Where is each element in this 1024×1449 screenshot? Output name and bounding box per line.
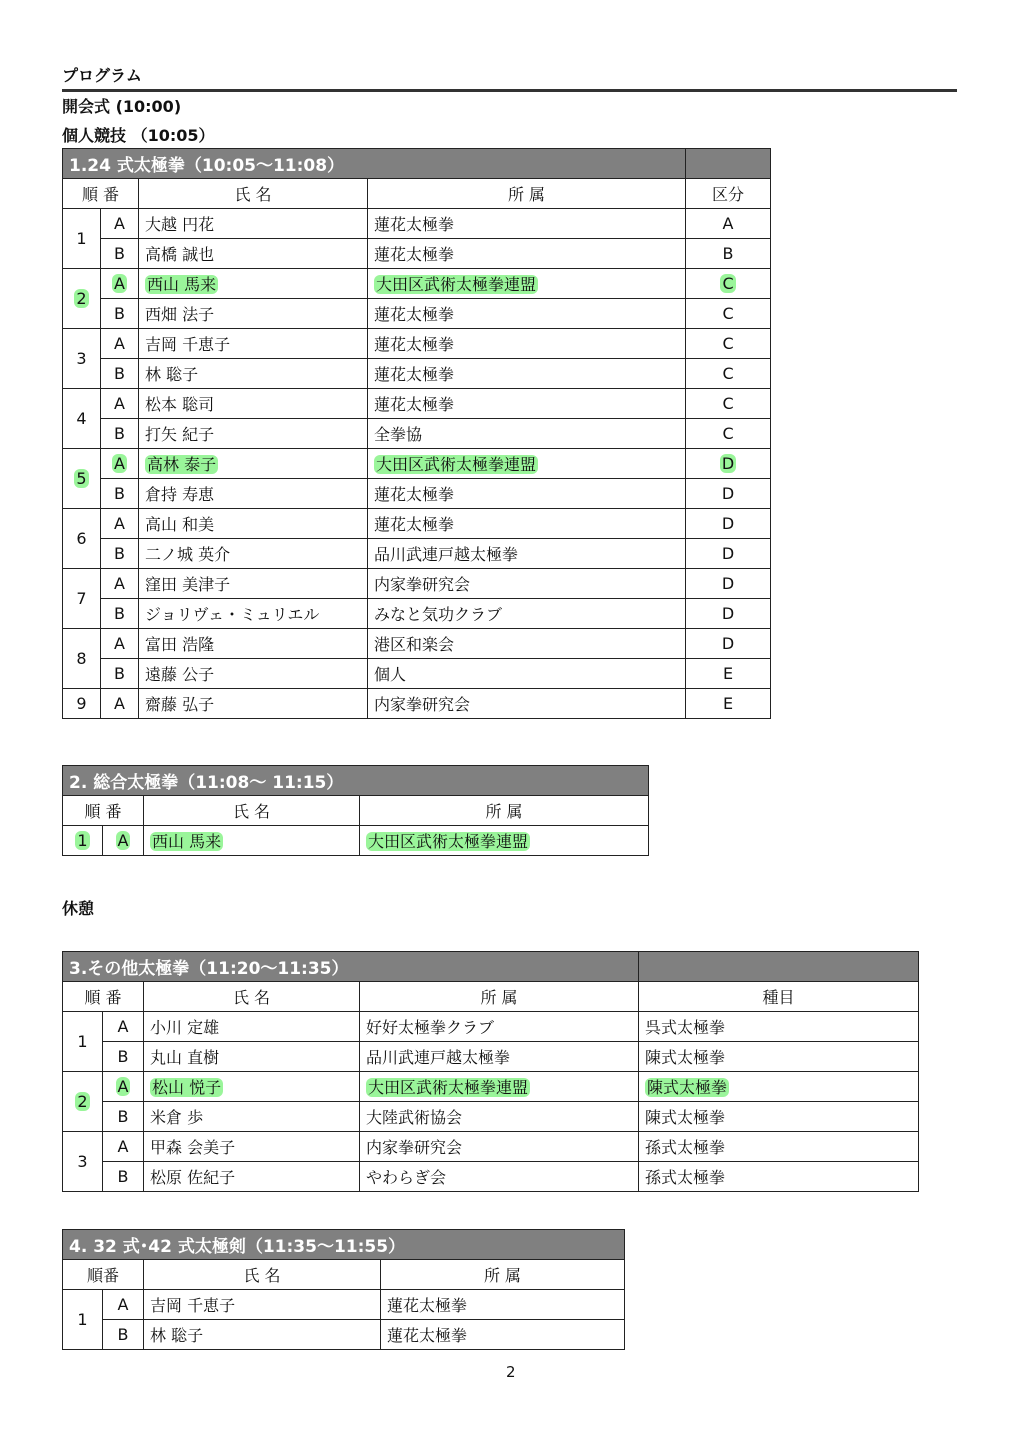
table-other-taiji xyxy=(62,951,919,1192)
position xyxy=(101,539,139,569)
position-text: A xyxy=(114,634,125,653)
competitor-name xyxy=(139,359,368,389)
column-header: 所 属 xyxy=(368,179,686,209)
column-header: 順 番 xyxy=(63,982,144,1012)
category-text: D xyxy=(721,514,735,533)
position-text: A xyxy=(114,694,125,713)
category xyxy=(686,269,771,299)
position-text: B xyxy=(114,484,125,503)
category-text: E xyxy=(722,664,734,683)
affiliation xyxy=(360,1102,639,1132)
category xyxy=(686,209,771,239)
table-row xyxy=(63,389,771,419)
category xyxy=(639,1102,919,1132)
table-row xyxy=(63,359,771,389)
position xyxy=(101,209,139,239)
break-label: 休憩 xyxy=(62,899,95,918)
position xyxy=(101,359,139,389)
position-text: A xyxy=(114,334,125,353)
affiliation xyxy=(381,1290,625,1320)
column-header: 所 属 xyxy=(360,796,649,826)
position xyxy=(103,1102,144,1132)
competitor-name xyxy=(144,1102,360,1132)
affiliation xyxy=(360,826,649,856)
order-number-text: 2 xyxy=(77,1092,88,1111)
individual-events-heading: 個人競技 （10:05） xyxy=(62,126,215,145)
table-title: 1.24 式太極拳（10:05～11:08） xyxy=(63,149,686,179)
category-text: 陳式太極拳 xyxy=(647,1078,728,1097)
category xyxy=(686,359,771,389)
table-title: 3.その他太極拳（11:20～11:35） xyxy=(63,952,639,982)
affiliation-text: 蓮花太極拳 xyxy=(374,485,455,504)
category-text: D xyxy=(721,574,735,593)
position-text: B xyxy=(114,664,125,683)
table-row xyxy=(63,1102,919,1132)
position xyxy=(103,1072,144,1102)
category xyxy=(686,509,771,539)
position xyxy=(101,569,139,599)
table-row xyxy=(63,689,771,719)
competitor-name-text: 米倉 歩 xyxy=(150,1108,204,1127)
table-row xyxy=(63,269,771,299)
competitor-name-text: 松本 聡司 xyxy=(145,395,215,414)
category xyxy=(686,479,771,509)
table-row xyxy=(63,1162,919,1192)
table-row xyxy=(63,539,771,569)
affiliation xyxy=(368,359,686,389)
table-header-row xyxy=(63,796,649,826)
table-row xyxy=(63,509,771,539)
affiliation xyxy=(368,689,686,719)
category-text: B xyxy=(722,244,734,263)
competitor-name-text: 林 聡子 xyxy=(145,365,199,384)
order-number-text: 3 xyxy=(77,1152,88,1171)
affiliation xyxy=(381,1320,625,1350)
affiliation xyxy=(368,389,686,419)
competitor-name-text: 丸山 直樹 xyxy=(150,1048,220,1067)
column-header: 種目 xyxy=(639,982,919,1012)
position xyxy=(101,389,139,419)
order-number-text: 7 xyxy=(76,589,87,608)
order-number xyxy=(63,269,101,329)
category xyxy=(639,1132,919,1162)
affiliation xyxy=(368,659,686,689)
category xyxy=(686,419,771,449)
category xyxy=(639,1042,919,1072)
affiliation xyxy=(368,329,686,359)
affiliation-text: 内家拳研究会 xyxy=(366,1138,463,1157)
table-row xyxy=(63,629,771,659)
position-text: A xyxy=(114,274,125,293)
competitor-name xyxy=(139,689,368,719)
heading-divider xyxy=(62,89,957,92)
table-combined-taiji xyxy=(62,765,649,856)
table-title-empty-cell xyxy=(639,952,919,982)
competitor-name xyxy=(139,449,368,479)
position-text: A xyxy=(117,1017,129,1036)
table-row xyxy=(63,826,649,856)
order-number-text: 2 xyxy=(76,289,87,308)
page-number: 2 xyxy=(506,1363,516,1381)
category-text: 陳式太極拳 xyxy=(645,1048,726,1067)
position-text: A xyxy=(114,574,125,593)
order-number xyxy=(63,209,101,269)
order-number-text: 5 xyxy=(76,469,87,488)
category-text: C xyxy=(722,364,734,383)
category-text: D xyxy=(721,544,735,563)
category-text: D xyxy=(721,634,735,653)
table-title: 4. 32 式･42 式太極剣（11:35～11:55） xyxy=(63,1230,625,1260)
column-header: 所 属 xyxy=(360,982,639,1012)
affiliation-text: 大陸武術協会 xyxy=(366,1108,463,1127)
column-header: 氏 名 xyxy=(144,796,360,826)
competitor-name-text: 甲森 会美子 xyxy=(150,1138,236,1157)
competitor-name xyxy=(144,826,360,856)
order-number-text: 1 xyxy=(77,831,88,850)
order-number-text: 9 xyxy=(76,694,87,713)
competitor-name-text: 吉岡 千恵子 xyxy=(145,335,231,354)
category-text: C xyxy=(722,424,734,443)
competitor-name-text: 西山 馬来 xyxy=(147,275,217,294)
category-text: D xyxy=(721,604,735,623)
competitor-name xyxy=(139,479,368,509)
competitor-name xyxy=(139,539,368,569)
affiliation xyxy=(368,239,686,269)
category xyxy=(686,539,771,569)
position-text: A xyxy=(114,514,125,533)
competitor-name xyxy=(139,389,368,419)
category-text: D xyxy=(721,484,735,503)
category xyxy=(686,629,771,659)
order-number xyxy=(63,629,101,689)
table-row xyxy=(63,599,771,629)
order-number xyxy=(63,1072,103,1132)
position xyxy=(101,479,139,509)
category-text: 陳式太極拳 xyxy=(645,1108,726,1127)
affiliation-text: 港区和楽会 xyxy=(374,635,455,654)
position xyxy=(101,659,139,689)
affiliation-text: 蓮花太極拳 xyxy=(374,395,455,414)
position xyxy=(101,239,139,269)
category xyxy=(686,599,771,629)
order-number xyxy=(63,1290,103,1350)
competitor-name xyxy=(139,209,368,239)
position xyxy=(101,419,139,449)
affiliation xyxy=(368,419,686,449)
position xyxy=(101,329,139,359)
competitor-name xyxy=(139,629,368,659)
category-text: C xyxy=(722,394,734,413)
position-text: A xyxy=(117,831,129,850)
competitor-name xyxy=(139,599,368,629)
column-header: 氏 名 xyxy=(144,982,360,1012)
affiliation xyxy=(360,1042,639,1072)
position-text: A xyxy=(117,1137,129,1156)
order-number xyxy=(63,1132,103,1192)
category xyxy=(639,1072,919,1102)
affiliation-text: 蓮花太極拳 xyxy=(374,515,455,534)
affiliation-text: 個人 xyxy=(374,665,407,684)
competitor-name-text: 齋藤 弘子 xyxy=(145,695,215,714)
table-row xyxy=(63,1042,919,1072)
affiliation-text: 内家拳研究会 xyxy=(374,695,471,714)
position-text: A xyxy=(114,394,125,413)
table-row xyxy=(63,419,771,449)
position-text: B xyxy=(114,244,125,263)
column-header: 順 番 xyxy=(63,179,139,209)
table-row xyxy=(63,1290,625,1320)
position xyxy=(103,826,144,856)
table-header-row xyxy=(63,1260,625,1290)
affiliation-text: 全拳協 xyxy=(374,425,423,444)
position-text: A xyxy=(114,454,125,473)
competitor-name-text: 高山 和美 xyxy=(145,515,215,534)
order-number-text: 1 xyxy=(76,229,87,248)
table-row xyxy=(63,449,771,479)
affiliation-text: 大田区武術太極拳連盟 xyxy=(368,832,529,851)
order-number-text: 1 xyxy=(77,1032,88,1051)
category xyxy=(639,1012,919,1042)
table-title-row xyxy=(63,1230,625,1260)
table-title-row xyxy=(63,952,919,982)
affiliation-text: 蓮花太極拳 xyxy=(387,1296,468,1315)
position xyxy=(101,299,139,329)
competitor-name xyxy=(139,299,368,329)
table-row xyxy=(63,209,771,239)
competitor-name xyxy=(144,1290,381,1320)
affiliation xyxy=(368,569,686,599)
column-header: 区分 xyxy=(686,179,771,209)
position-text: A xyxy=(114,214,125,233)
category-text: 孫式太極拳 xyxy=(645,1138,726,1157)
position-text: B xyxy=(117,1047,129,1066)
competitor-name xyxy=(144,1042,360,1072)
order-number xyxy=(63,509,101,569)
category xyxy=(639,1162,919,1192)
position-text: B xyxy=(117,1325,129,1344)
order-number-text: 6 xyxy=(76,529,87,548)
affiliation xyxy=(360,1162,639,1192)
order-number-text: 4 xyxy=(76,409,87,428)
competitor-name xyxy=(139,269,368,299)
order-number-text: 3 xyxy=(76,349,87,368)
affiliation-text: 品川武連戸越太極拳 xyxy=(374,545,519,564)
category xyxy=(686,449,771,479)
affiliation-text: 蓮花太極拳 xyxy=(374,305,455,324)
category-text: A xyxy=(722,214,734,233)
competitor-name-text: 西畑 法子 xyxy=(145,305,215,324)
table-row xyxy=(63,479,771,509)
affiliation-text: 蓮花太極拳 xyxy=(374,335,455,354)
order-number-text: 8 xyxy=(76,649,87,668)
affiliation xyxy=(368,509,686,539)
competitor-name xyxy=(144,1132,360,1162)
category xyxy=(686,689,771,719)
position-text: B xyxy=(117,1107,129,1126)
position xyxy=(101,509,139,539)
competitor-name-text: 倉持 寿恵 xyxy=(145,485,215,504)
affiliation xyxy=(368,599,686,629)
affiliation-text: 大田区武術太極拳連盟 xyxy=(368,1078,529,1097)
table-title-row xyxy=(63,766,649,796)
competitor-name-text: ジョリヴェ・ミュリエル xyxy=(145,605,320,624)
table-row xyxy=(63,1132,919,1162)
table-24-form-taiji xyxy=(62,148,771,719)
affiliation-text: 品川武連戸越太極拳 xyxy=(366,1048,511,1067)
table-header-row xyxy=(63,179,771,209)
table-title: 2. 総合太極拳（11:08～ 11:15） xyxy=(63,766,649,796)
category-text: 孫式太極拳 xyxy=(645,1168,726,1187)
competitor-name-text: 高林 泰子 xyxy=(147,455,217,474)
table-row xyxy=(63,659,771,689)
position xyxy=(103,1012,144,1042)
competitor-name xyxy=(139,569,368,599)
category xyxy=(686,299,771,329)
competitor-name xyxy=(144,1320,381,1350)
order-number xyxy=(63,329,101,389)
column-header: 氏 名 xyxy=(144,1260,381,1290)
table-header-row xyxy=(63,982,919,1012)
order-number xyxy=(63,826,103,856)
position xyxy=(103,1162,144,1192)
category-text: D xyxy=(721,454,735,473)
competitor-name xyxy=(139,659,368,689)
order-number xyxy=(63,389,101,449)
column-header: 所 属 xyxy=(381,1260,625,1290)
affiliation-text: 好好太極拳クラブ xyxy=(366,1018,495,1037)
affiliation-text: 蓮花太極拳 xyxy=(387,1326,468,1345)
position-text: B xyxy=(114,544,125,563)
affiliation-text: 蓮花太極拳 xyxy=(374,215,455,234)
table-row xyxy=(63,1072,919,1102)
position xyxy=(103,1042,144,1072)
category-text: E xyxy=(722,694,734,713)
affiliation xyxy=(368,269,686,299)
competitor-name xyxy=(144,1162,360,1192)
position xyxy=(103,1290,144,1320)
competitor-name xyxy=(144,1072,360,1102)
position-text: B xyxy=(114,364,125,383)
category xyxy=(686,239,771,269)
position-text: B xyxy=(114,604,125,623)
table-row xyxy=(63,1012,919,1042)
affiliation-text: 内家拳研究会 xyxy=(374,575,471,594)
competitor-name-text: 西山 馬来 xyxy=(152,832,222,851)
position-text: A xyxy=(117,1077,129,1096)
competitor-name-text: 吉岡 千恵子 xyxy=(150,1296,236,1315)
competitor-name xyxy=(139,419,368,449)
competitor-name xyxy=(139,509,368,539)
category xyxy=(686,329,771,359)
table-row xyxy=(63,239,771,269)
competitor-name-text: 大越 円花 xyxy=(145,215,215,234)
competitor-name xyxy=(139,329,368,359)
affiliation xyxy=(360,1012,639,1042)
position-text: A xyxy=(117,1295,129,1314)
competitor-name-text: 窪田 美津子 xyxy=(145,575,231,594)
table-row xyxy=(63,299,771,329)
affiliation-text: 大田区武術太極拳連盟 xyxy=(376,455,537,474)
affiliation xyxy=(360,1072,639,1102)
table-row xyxy=(63,1320,625,1350)
competitor-name-text: 高橋 誠也 xyxy=(145,245,215,264)
affiliation-text: やわらぎ会 xyxy=(366,1168,447,1187)
order-number-text: 1 xyxy=(77,1310,88,1329)
table-row xyxy=(63,329,771,359)
category-text: 呉式太極拳 xyxy=(645,1018,726,1037)
competitor-name-text: 打矢 紀子 xyxy=(145,425,215,444)
competitor-name xyxy=(144,1012,360,1042)
position xyxy=(103,1320,144,1350)
competitor-name-text: 松山 悦子 xyxy=(152,1078,222,1097)
affiliation-text: 蓮花太極拳 xyxy=(374,365,455,384)
competitor-name xyxy=(139,239,368,269)
order-number xyxy=(63,1012,103,1072)
opening-ceremony: 開会式 (10:00) xyxy=(62,97,182,116)
category xyxy=(686,389,771,419)
affiliation xyxy=(368,299,686,329)
column-header: 順番 xyxy=(63,1260,144,1290)
position-text: B xyxy=(114,304,125,323)
category-text: C xyxy=(722,274,734,293)
competitor-name-text: 小川 定雄 xyxy=(150,1018,220,1037)
affiliation-text: 蓮花太極拳 xyxy=(374,245,455,264)
position-text: B xyxy=(117,1167,129,1186)
column-header: 順 番 xyxy=(63,796,144,826)
affiliation xyxy=(368,629,686,659)
table-title-empty-cell xyxy=(686,149,771,179)
category xyxy=(686,659,771,689)
position xyxy=(103,1132,144,1162)
affiliation xyxy=(360,1132,639,1162)
table-row xyxy=(63,569,771,599)
order-number xyxy=(63,689,101,719)
competitor-name-text: 林 聡子 xyxy=(150,1326,204,1345)
table-taiji-sword xyxy=(62,1229,625,1350)
affiliation xyxy=(368,539,686,569)
category-text: C xyxy=(722,304,734,323)
position xyxy=(101,599,139,629)
competitor-name-text: 二ノ城 英介 xyxy=(145,545,231,564)
competitor-name-text: 松原 佐紀子 xyxy=(150,1168,236,1187)
table-title-row xyxy=(63,149,771,179)
competitor-name-text: 富田 浩隆 xyxy=(145,635,215,654)
affiliation-text: みなと気功クラブ xyxy=(374,605,503,624)
program-heading: プログラム xyxy=(62,66,142,85)
category xyxy=(686,569,771,599)
position xyxy=(101,449,139,479)
category-text: C xyxy=(722,334,734,353)
position-text: B xyxy=(114,424,125,443)
competitor-name-text: 遠藤 公子 xyxy=(145,665,215,684)
affiliation-text: 大田区武術太極拳連盟 xyxy=(376,275,537,294)
position xyxy=(101,269,139,299)
affiliation xyxy=(368,479,686,509)
column-header: 氏 名 xyxy=(139,179,368,209)
affiliation xyxy=(368,209,686,239)
order-number xyxy=(63,449,101,509)
position xyxy=(101,689,139,719)
order-number xyxy=(63,569,101,629)
affiliation xyxy=(368,449,686,479)
position xyxy=(101,629,139,659)
